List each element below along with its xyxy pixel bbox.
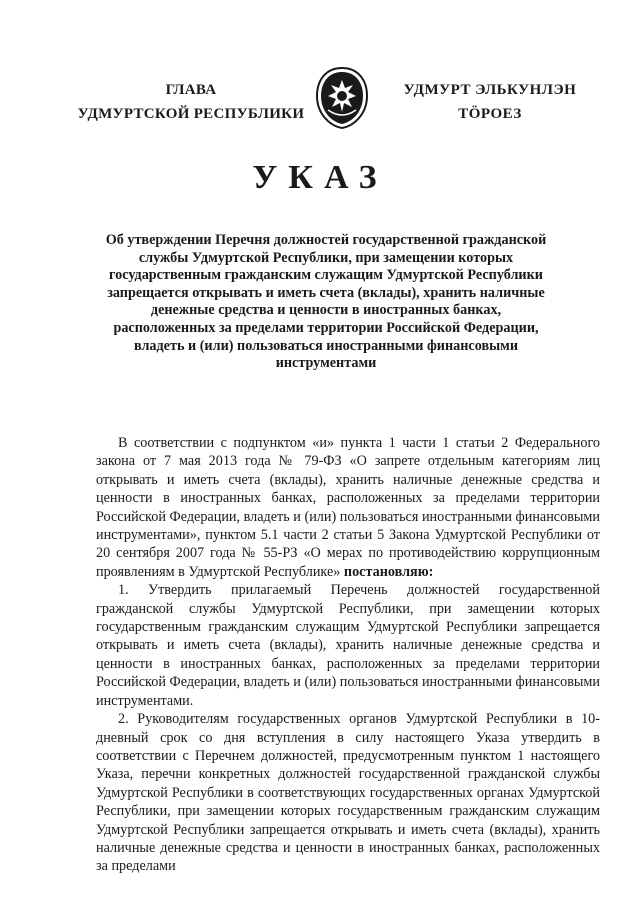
body-item-2: 2. Руководителям государственных органов Удмуртской Республики в 10-дневный срок со дня вступления в силу настоящего Указа утвердить в соответствии с Перечнем должностей, предусмотренным пунктом 1 настоящего Указа, перечни конкретных должностей государственной гражданской службы Удмуртской Республики в соответствующих государственных органах Удмуртской Республики, при замещении которых государственным гражданским служащим Удмуртской Республики запрещается открывать и иметь счета (вклады), хранить наличные денежные средства и ценности в иностранных банках, расположенных за пределами xyxy=(96,711,600,875)
header-left xyxy=(66,78,316,126)
header-right xyxy=(380,78,600,126)
document-body xyxy=(96,434,600,876)
header-left-line1: ГЛАВА xyxy=(165,82,217,98)
header-right-line2: ТӦРОЕЗ xyxy=(458,106,522,122)
document-title: УКАЗ xyxy=(252,159,388,196)
decree-word: постановляю: xyxy=(343,563,434,580)
document-header xyxy=(0,78,640,138)
body-intro-text: В соответствии с подпунктом «и» пункта 1 части 1 статьи 2 Федерального закона от 7 мая 2013 года № 79-ФЗ «О запрете отдельным категориям лиц открывать и иметь счета (вклады), хранить наличные денежные средства и ценности в иностранных банках, расположенных за пределами территории Российской Федерации, владеть и (или) пользоваться иностранными финансовыми инструментами», пунктом 5.1 части 2 статьи 5 Закона Удмуртской Республики от 20 сентября 2007 года № 55-РЗ «О мерах по противодействию коррупционным проявлениям в Удмуртской Республике» xyxy=(96,435,600,580)
body-item-1: 1. Утвердить прилагаемый Перечень должностей государственной гражданской службы Удмуртской Республики, при замещении которых государственным гражданским служащим Удмуртской Республики запрещается открывать и иметь счета (вклады), хранить наличные денежные средства и ценности в иностранных банках, расположенных за пределами территории Российской Федерации, владеть и (или) пользоваться иностранными финансовыми инструментами. xyxy=(96,582,600,709)
body-intro-paragraph xyxy=(96,434,600,581)
header-right-line1: УДМУРТ ЭЛЬКУНЛЭН xyxy=(403,82,577,98)
document-subject: Об утверждении Перечня должностей государственной гражданской службы Удмуртской Республики, при замещении которых государственным гражданским служащим Удмуртской Республики запрещается открывать и иметь счета (вклады), хранить наличные денежные средства и ценности в иностранных банках, расположенных за пределами территории Российской Федерации, владеть и (или) пользоваться иностранными финансовыми инструментами xyxy=(105,232,547,372)
coat-of-arms-icon xyxy=(314,66,370,130)
header-left-line2: УДМУРТСКОЙ РЕСПУБЛИКИ xyxy=(77,106,305,122)
